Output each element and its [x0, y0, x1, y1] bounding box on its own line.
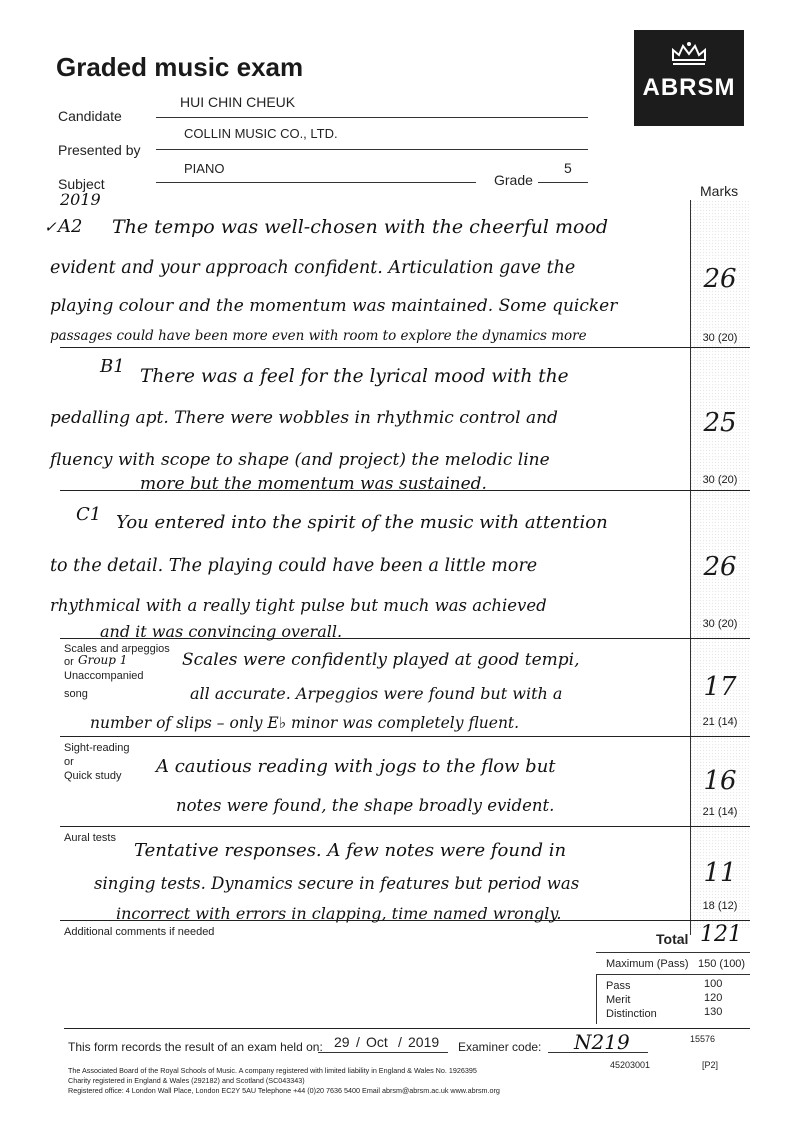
record-text: This form records the result of an exam held on:: [68, 1040, 323, 1054]
section-a-tag: A2: [58, 216, 83, 237]
section-a-line-3: playing colour and the momentum was maintained. Some quicker: [50, 296, 618, 316]
total-label: Total: [656, 931, 689, 947]
section-b-divider: [60, 490, 750, 491]
maximum-value: 150 (100): [698, 958, 746, 970]
reference-3: [P2]: [702, 1060, 719, 1070]
section-b-tag: B1: [100, 356, 125, 377]
sight-divider: [60, 826, 750, 827]
presented-by-value: COLLIN MUSIC CO., LTD.: [184, 126, 338, 141]
logo-text: ABRSM: [642, 74, 736, 101]
section-b-max: 30 (20): [702, 474, 738, 486]
sight-line-1: A cautious reading with jogs to the flow but: [156, 756, 556, 777]
grade-line: [538, 182, 588, 183]
sight-max: 21 (14): [702, 806, 738, 818]
pass-label: Pass: [606, 980, 631, 992]
sight-line-2: notes were found, the shape broadly evident.: [176, 796, 555, 815]
aural-line-1: Tentative responses. A few notes were found in: [134, 840, 567, 861]
legal-line-3: Registered office: 4 London Wall Place, London EC2Y 5AU Telephone +44 (0)20 7636 5400 Email abrsm@abrsm.ac.uk www.abrsm.org: [68, 1086, 500, 1095]
additional-comments-label: Additional comments if needed: [64, 926, 215, 938]
section-a-line-4: passages could have been more even with room to explore the dynamics more: [50, 328, 587, 344]
exam-year: 2019: [408, 1034, 440, 1050]
aural-line-3: incorrect with errors in clapping, time named wrongly.: [116, 904, 562, 923]
scales-mark: 17: [703, 672, 737, 702]
reference-1: 15576: [690, 1034, 716, 1044]
subject-value: PIANO: [184, 161, 225, 176]
subject-line: [156, 182, 476, 183]
maximum-label: Maximum (Pass): [606, 958, 689, 970]
reference-2: 45203001: [610, 1060, 651, 1070]
sight-mark: 16: [703, 766, 737, 796]
crown-icon: [669, 40, 709, 66]
section-b-mark: 25: [703, 408, 737, 438]
exam-day: 29: [334, 1034, 350, 1050]
section-a-line-1: The tempo was well-chosen with the cheerful mood: [112, 216, 609, 238]
examiner-label: Examiner code:: [458, 1040, 542, 1054]
scales-divider: [60, 736, 750, 737]
section-c-tag: C1: [76, 504, 102, 525]
total-value: 121: [700, 922, 742, 947]
section-a-mark: 26: [703, 264, 737, 294]
scales-max: 21 (14): [702, 716, 738, 728]
footer-top-rule: [64, 1028, 750, 1029]
marks-header: Marks: [700, 183, 739, 199]
section-c-line-1: You entered into the spirit of the music with attention: [116, 512, 608, 533]
scales-group-note: Group 1: [78, 653, 128, 667]
section-b-line-3: fluency with scope to shape (and project) the melodic line: [50, 450, 550, 470]
date-sep-1: /: [356, 1034, 360, 1050]
legal-line-1: The Associated Board of the Royal Schools of Music. A company registered with limited liability in England & Wales No. 1926395: [68, 1066, 477, 1075]
aural-divider: [60, 920, 750, 921]
section-c-divider: [60, 638, 750, 639]
subject-label: Subject: [58, 176, 105, 192]
section-a-line-2: evident and your approach confident. Articulation gave the: [50, 258, 576, 278]
section-c-max: 30 (20): [702, 618, 738, 630]
presented-by-line: [156, 149, 588, 150]
distinction-label: Distinction: [606, 1008, 657, 1020]
sight-label-1: Sight-reading: [64, 742, 130, 754]
page-title: Graded music exam: [56, 52, 304, 82]
totals-box-left: [596, 974, 597, 1024]
aural-label: Aural tests: [64, 832, 116, 844]
grade-label: Grade: [494, 172, 533, 188]
presented-by-label: Presented by: [58, 142, 141, 158]
section-a-divider: [60, 347, 750, 348]
maximum-line: [596, 974, 750, 975]
section-c-mark: 26: [703, 552, 737, 582]
aural-line-2: singing tests. Dynamics secure in features but period was: [94, 874, 580, 893]
abrsm-logo: [634, 30, 744, 126]
scales-label-1: Scales and arpeggios: [64, 643, 170, 655]
distinction-value: 130: [704, 1006, 723, 1018]
year-note: 2019: [60, 190, 101, 209]
section-a-max: 30 (20): [702, 332, 738, 344]
candidate-line: [156, 117, 588, 118]
exam-month: Oct: [366, 1034, 388, 1050]
sight-label-2: or: [64, 756, 74, 768]
section-b-line-4: more but the momentum was sustained.: [140, 474, 487, 494]
scales-label-4: song: [64, 688, 88, 700]
section-c-line-4: and it was convincing overall.: [100, 622, 343, 641]
sight-label-3: Quick study: [64, 770, 122, 782]
aural-max: 18 (12): [702, 900, 738, 912]
section-c-line-2: to the detail. The playing could have been a little more: [50, 556, 538, 576]
scales-line-3: number of slips – only E♭ minor was completely fluent.: [90, 714, 520, 732]
date-sep-2: /: [398, 1034, 402, 1050]
scales-label-2: or: [64, 656, 74, 668]
total-line: [596, 952, 750, 953]
aural-mark: 11: [703, 858, 737, 888]
examiner-line: [548, 1052, 648, 1053]
date-line: [318, 1052, 448, 1053]
examiner-code: N219: [574, 1030, 630, 1054]
section-b-line-2: pedalling apt. There were wobbles in rhythmic control and: [50, 408, 558, 428]
pass-value: 100: [704, 978, 723, 990]
merit-value: 120: [704, 992, 723, 1004]
legal-line-2: Charity registered in England & Wales (292182) and Scotland (SC043343): [68, 1076, 305, 1085]
section-a-check: ✓: [44, 218, 57, 236]
candidate-label: Candidate: [58, 108, 122, 124]
merit-label: Merit: [606, 994, 631, 1006]
candidate-value: HUI CHIN CHEUK: [180, 94, 296, 110]
scales-line-1: Scales were confidently played at good tempi,: [182, 650, 580, 670]
section-b-line-1: There was a feel for the lyrical mood with the: [140, 366, 569, 387]
grade-value: 5: [564, 160, 572, 176]
scales-line-2: all accurate. Arpeggios were found but with a: [190, 684, 563, 703]
scales-label-3: Unaccompanied: [64, 670, 144, 682]
section-c-line-3: rhythmical with a really tight pulse but much was achieved: [50, 596, 547, 615]
